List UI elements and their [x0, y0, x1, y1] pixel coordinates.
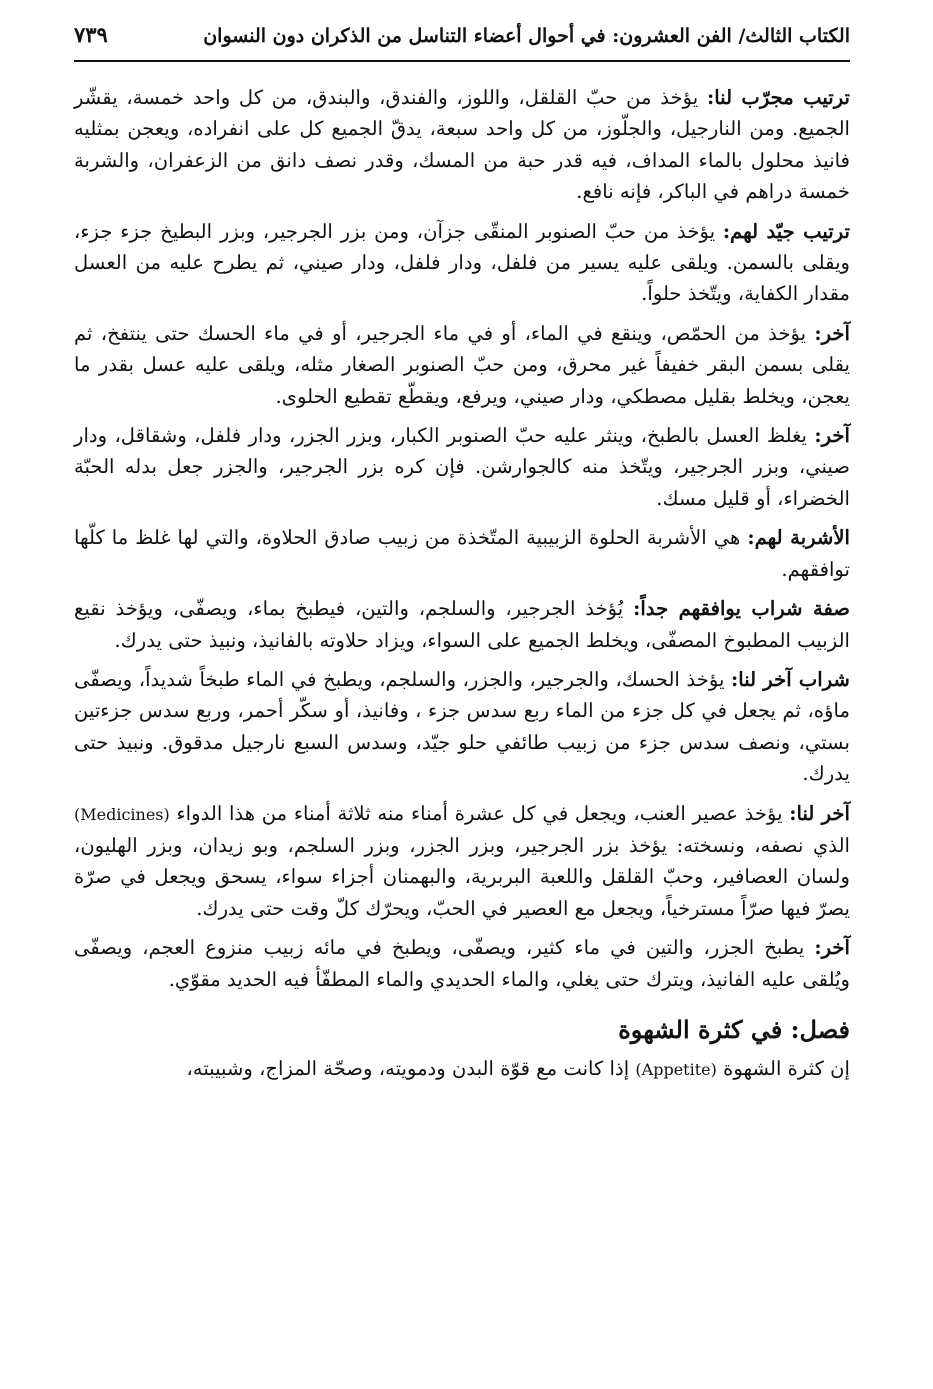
paragraph [74, 664, 850, 790]
paragraph-lead: آخر: [814, 424, 850, 448]
paragraph [74, 216, 850, 310]
paragraph-lead: آخر لنا: [789, 801, 850, 825]
section-heading: فصل: في كثرة الشهوة [618, 1014, 850, 1044]
paragraph [74, 593, 850, 656]
paragraph-lead: ترتيب مجرّب لنا: [706, 86, 850, 109]
paragraph [74, 420, 850, 514]
paragraph-lead: الأشربة لهم: [747, 526, 850, 550]
page-body [74, 82, 850, 1085]
paragraph-lead: آخر: [814, 321, 850, 345]
paragraph-text: هي الأشربة الحلوة الزبيبية المتّخذة من زبيب صادق الحلاوة، والتي لها غلظ ما كلّها توافقهم. [74, 526, 850, 581]
paragraph [74, 932, 850, 995]
running-head [74, 22, 850, 62]
paragraph-text: يؤخذ من حبّ الصنوبر المنقّى جزآن، ومن بزر الجرجير، وبزر البطيخ جزء جزء، ويقلى بالسمن. ويلقى عليه يسير من فلفل، ودار فلفل، ودار صيني، ثم يطرح عليه من العسل مقدار الكفاية، ويتّخذ حلواً. [74, 219, 850, 306]
book-page [74, 22, 850, 1372]
paragraph [74, 82, 850, 208]
paragraph-text-continued: إذا كانت مع قوّة البدن ودمويته، وصحّة المزاج، وشبيبته، [186, 1056, 636, 1080]
latin-term: (Appetite) [635, 1059, 717, 1079]
paragraph-text: يؤخذ الحسك، والجرجير، والجزر، والسلجم، ويطبخ في الماء طبخاً شديداً، ويصفّى ماؤه، ثم يجعل في كل جزء من الماء ربع سدس جزء ، وفانيذ، أو سكّر أحمر، وربع سدس جزءتين بستي، ونصف سدس جزء من زبيب طائفي حلو جيّد، وسدس السبع نارجيل مدقوق. ونبيذ حتى يدرك. [74, 667, 850, 786]
paragraph-lead: شراب آخر لنا: [731, 667, 850, 691]
paragraph-text: إن كثرة الشهوة [716, 1056, 850, 1080]
paragraph-text: يؤخذ من الحمّص، وينقع في الماء، أو في ماء الجرجير، أو في ماء الحسك حتى ينتفخ، ثم يقلى بسمن البقر خفيفاً غير محرق، ومن حبّ الصنوبر الصغار مثله، ويلقى عليه عسل بقدر ما يعجن، ويخلط بقليل مصطكي، ودار صيني، ويرفع، ويقطّع تقطيع الحلوى. [74, 321, 850, 408]
paragraph [74, 798, 850, 925]
paragraph-text: يؤخذ عصير العنب، ويجعل في كل عشرة أمناء منه ثلاثة أمناء من هذا الدواء [169, 801, 790, 825]
paragraph-text-continued: الذي نصفه، ونسخته: يؤخذ بزر الجرجير، وبزر الجزر، وبزر السلجم، وبو زيدان، وبزر الهليون، ولسان العصافير، وحبّ القلقل واللعبة البربرية، والبهمنان أجزاء سواء، يسحق ويجعل في صرّة يصرّ فيها صرّاً مسترخياً، ويجعل مع العصير في الحبّ، ويحرّك كلّ وقت حتى يدرك. [74, 833, 850, 920]
section-paragraph [74, 1053, 850, 1085]
paragraph-text: يطبخ الجزر، والتين في ماء كثير، ويصفّى، ويطبخ في مائه زبيب منزوع العجم، ويصفّى ويُلقى عليه الفانيذ، ويترك حتى يغلي، والماء الحديدي والماء المطفّأ فيه الحديد مقوّي. [74, 936, 850, 991]
paragraph-lead: ترتيب جيّد لهم: [722, 219, 850, 243]
paragraph [74, 318, 850, 412]
page-number: ٧٣٩ [74, 22, 108, 47]
paragraph-text: يُؤخذ الجرجير، والسلجم، والتين، فيطبخ بماء، ويصفّى، ويؤخذ نقيع الزبيب المطبوخ المصفّى، ويخلط الجميع على السواء، ويزاد حلاوته بالفانيذ، ونبيذ حتى يدرك. [74, 597, 850, 652]
paragraph-text: يغلظ العسل بالطبخ، وينثر عليه حبّ الصنوبر الكبار، وبزر الجزر، ودار فلفل، وشقاقل، ودار صيني، وبزر الجرجير، ويتّخذ منه كالجوارشن. فإن كره بزر الجرجير، والجزر جعل بدله الحبّة الخضراء، أو قليل مسك. [74, 424, 850, 510]
paragraph-lead: صفة شراب يوافقهم جداً: [633, 597, 850, 621]
paragraph-text: يؤخذ من حبّ القلقل، واللوز، والفندق، والبندق، من كل واحد خمسة، يقشّر الجميع. ومن النارجيل، والجلّوز، من كل واحد سبعة، يدقّ الجميع كل على انفراده، ويعجن بمثليه فانيذ محلول بالماء المداف، فيه قدر حبة من المسك، وقدر نصف دانق من الزعفران، والشربة خمسة دراهم في الباكر، فإنه نافع. [74, 86, 850, 204]
paragraph [74, 522, 850, 585]
paragraph-lead: آخر: [814, 936, 850, 960]
running-head-title: الكتاب الثالث/ الفن العشرون: في أحوال أعضاء التناسل من الذكران دون النسوان [203, 25, 850, 47]
latin-term: (Medicines) [74, 804, 170, 824]
